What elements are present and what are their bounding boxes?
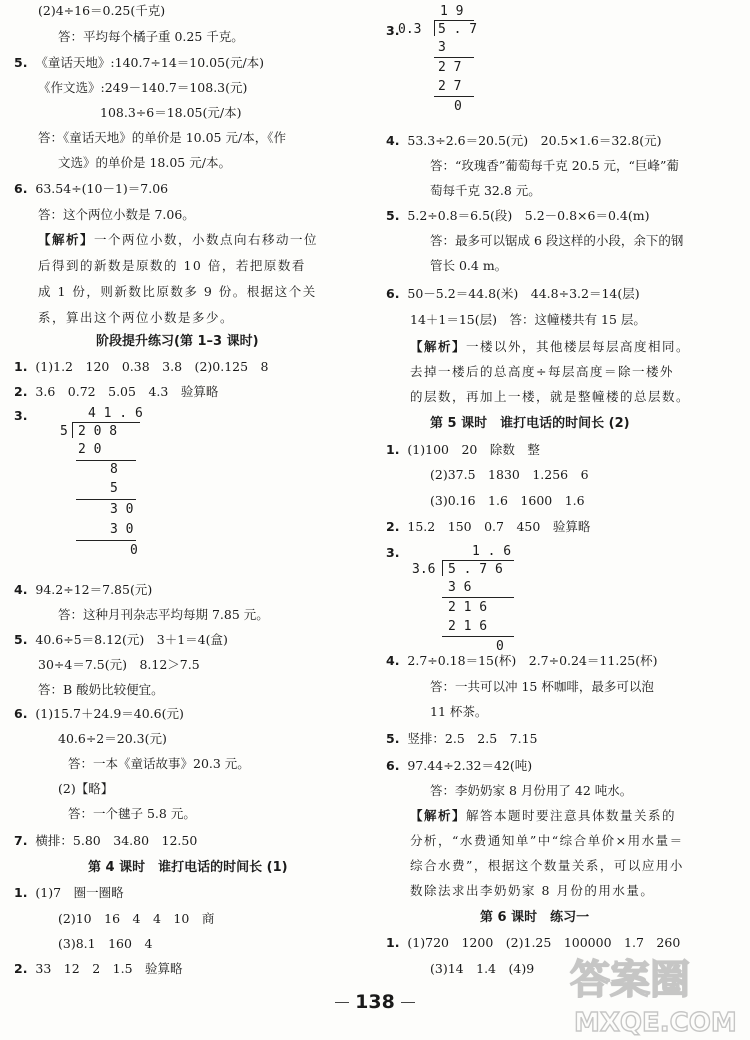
line-text: 答：一个毽子 5.8 元。 <box>68 806 196 821</box>
line-text: 5.2÷0.8＝6.5(段) 5.2－0.8×6＝0.4(m) <box>407 208 650 223</box>
line-text: 15.2 150 0.7 450 验算略 <box>407 519 591 534</box>
divisor: 0.3 <box>398 22 422 37</box>
line-text: (1)15.7＋24.9＝40.6(元) <box>35 706 184 721</box>
line-text: 14＋1＝15(层) 答：这幢楼共有 15 层。 <box>410 312 646 327</box>
answer-line <box>430 257 507 275</box>
line-text: 答：一本《童话故事》20.3 元。 <box>68 756 250 771</box>
step-4: 0 <box>496 639 504 654</box>
line-text: (1)1.2 120 0.38 3.8 (2)0.125 8 <box>35 359 269 374</box>
question-number: 1. <box>14 885 28 900</box>
answer-line <box>430 782 632 800</box>
answer-line <box>14 705 184 723</box>
question-number: 5. <box>14 55 28 70</box>
quotient: 1 . 6 <box>472 544 512 559</box>
answer-line <box>58 780 113 798</box>
answer-line <box>386 544 407 562</box>
answer-line <box>430 492 585 510</box>
answer-line <box>14 884 124 902</box>
answer-line <box>58 935 152 953</box>
dividend: 5 . 7 6 <box>448 562 503 577</box>
analysis-line <box>410 338 690 356</box>
line-text: 系，算出这个两位小数是多少。 <box>38 310 235 325</box>
answer-line <box>410 311 646 329</box>
line-text: 答：《童话天地》的单价是 10.05 元/本，《作 <box>38 130 286 145</box>
analysis-line <box>38 231 318 249</box>
answer-line <box>410 363 674 381</box>
divisor: 3.6 <box>412 562 436 577</box>
answer-line <box>430 678 654 696</box>
step-1: 3 <box>438 40 446 55</box>
line-text: 答：李奶奶家 8 月份用了 42 吨水。 <box>430 783 633 798</box>
answer-line <box>386 652 657 670</box>
question-number: 7. <box>14 833 28 848</box>
answer-line <box>430 232 683 250</box>
section-heading-text: 阶段提升练习(第 1–3 课时) <box>96 334 259 349</box>
quotient: 1 9 <box>440 4 464 19</box>
question-number: 1. <box>386 935 400 950</box>
step-2: 2 1 6 <box>448 600 488 615</box>
question-number: 2. <box>14 384 28 399</box>
answer-line <box>100 104 241 122</box>
line-text: 后得到的新数是原数的 10 倍，若把原数看 <box>38 258 306 273</box>
answer-line <box>14 960 183 978</box>
answer-line <box>410 857 684 875</box>
line-text: 管长 0.4 m。 <box>430 258 508 273</box>
line-text: (3)8.1 160 4 <box>58 936 153 951</box>
answer-line <box>410 388 690 406</box>
answer-line <box>430 466 589 484</box>
line-text: (3)14 1.4 (4)9 <box>430 961 535 976</box>
section-heading <box>88 858 288 877</box>
answer-line <box>58 910 214 928</box>
answer-line <box>14 581 152 599</box>
section-heading-text: 第 5 课时 谁打电话的时间长 (2) <box>430 416 630 431</box>
line-text: 63.54÷(10－1)＝7.06 <box>35 181 169 196</box>
step-4: 3 0 <box>110 502 134 517</box>
divisor: 5 <box>60 424 68 439</box>
line-text: 97.44÷2.32＝42(吨) <box>407 758 533 773</box>
step-1: 2 0 <box>78 442 102 457</box>
answer-line <box>38 681 164 699</box>
question-number: 4. <box>14 582 28 597</box>
analysis-label: 【解析】 <box>410 339 467 354</box>
line-text: 40.6÷2＝20.3(元) <box>58 731 167 746</box>
section-heading <box>430 414 630 433</box>
line-text: 一个两位小数，小数点向右移动一位 <box>94 232 319 247</box>
question-number: 3. <box>386 23 400 38</box>
answer-line <box>386 757 532 775</box>
line-text: 40.6÷5＝8.12(元) 3＋1＝4(盒) <box>35 632 228 647</box>
answer-line <box>386 285 640 303</box>
line-text: 3.6 0.72 5.05 4.3 验算略 <box>35 384 219 399</box>
answer-line <box>386 132 661 150</box>
line-text: 解答本题时要注意具体数量关系的 <box>466 808 677 823</box>
line-text: (1)100 20 除数 整 <box>407 442 540 457</box>
watermark-glyphs: 答案圈 <box>570 957 690 1003</box>
answer-line <box>430 960 534 978</box>
answer-line <box>38 656 200 674</box>
answer-line <box>14 54 264 72</box>
line-text: 横排：5.80 34.80 12.50 <box>35 833 198 848</box>
answer-line <box>68 805 196 823</box>
answer-line <box>38 2 165 20</box>
line-text: 文选》的单价是 18.05 元/本。 <box>58 155 231 170</box>
line-text: (2)【略】 <box>58 781 114 796</box>
line-text: 答：最多可以锯成 6 段这样的小段，余下的钢 <box>430 233 684 248</box>
line-text: 33 12 2 1.5 验算略 <box>35 961 183 976</box>
line-text: 30÷4＝7.5(元) 8.12＞7.5 <box>38 657 200 672</box>
line-text: 综合水费”，根据这个数量关系，可以应用小 <box>410 858 684 873</box>
answer-line <box>430 157 679 175</box>
line-text: 50－5.2＝44.8(米) 44.8÷3.2＝14(层) <box>407 286 640 301</box>
line-text: 答：“玫瑰香”葡萄每千克 20.5 元，“巨峰”葡 <box>430 158 679 173</box>
question-number: 1. <box>386 442 400 457</box>
answer-line <box>38 257 306 275</box>
answer-line <box>430 703 487 721</box>
answer-line <box>430 182 541 200</box>
answer-line <box>14 358 269 376</box>
step-3: 2 1 6 <box>448 619 488 634</box>
answer-line <box>38 79 247 97</box>
answer-line <box>14 407 35 425</box>
step-4: 0 <box>454 99 462 114</box>
question-number: 2. <box>386 519 400 534</box>
line-text: 《童话天地》:140.7÷14＝10.05(元/本) <box>35 55 265 70</box>
question-number: 6. <box>386 758 400 773</box>
answer-line <box>38 129 286 147</box>
answer-line <box>38 309 234 327</box>
line-text: 去掉一楼后的总高度÷每层高度＝除一楼外 <box>410 364 674 379</box>
line-text: 答：平均每个橘子重 0.25 千克。 <box>58 29 244 44</box>
section-heading-text: 第 6 课时 练习一 <box>480 910 590 925</box>
watermark-text: MXQE.COM <box>574 1008 737 1037</box>
step-2: 8 <box>110 462 118 477</box>
watermark-logo <box>566 945 746 1037</box>
line-text: 一楼以外，其他楼层每层高度相同。 <box>466 339 691 354</box>
line-text: 答：B 酸奶比较便宜。 <box>38 682 164 697</box>
line-text: 答：这个两位小数是 7.06。 <box>38 207 195 222</box>
answer-line <box>386 441 540 459</box>
question-number: 6. <box>386 286 400 301</box>
line-text: 2.7÷0.18＝15(杯) 2.7÷0.24＝11.25(杯) <box>407 653 658 668</box>
answer-line <box>14 832 197 850</box>
line-text: 成 1 份，则新数比原数多 9 份。根据这个关 <box>38 284 317 299</box>
line-text: 11 杯茶。 <box>430 704 488 719</box>
question-number: 4. <box>386 653 400 668</box>
question-number: 5. <box>386 731 400 746</box>
question-number: 1. <box>14 359 28 374</box>
quotient: 4 1 . 6 <box>88 406 143 421</box>
answer-line <box>58 154 231 172</box>
line-text: 94.2÷12＝7.85(元) <box>35 582 153 597</box>
line-text: 的层数，再加上一楼，就是整幢楼的总层数。 <box>410 389 691 404</box>
question-number: 3. <box>386 545 400 560</box>
line-text: (1)7 圈一圈略 <box>35 885 124 900</box>
section-heading <box>96 332 259 351</box>
question-number: 5. <box>14 632 28 647</box>
answer-line <box>38 283 317 301</box>
step-2: 2 7 <box>438 60 462 75</box>
answer-line <box>14 180 168 198</box>
question-number: 3. <box>14 408 28 423</box>
answer-line <box>58 606 269 624</box>
answer-line <box>14 631 228 649</box>
answer-line <box>58 28 244 46</box>
answer-line <box>386 730 538 748</box>
answer-line <box>386 518 590 536</box>
answer-line <box>58 730 167 748</box>
line-text: (2)4÷16＝0.25(千克) <box>38 3 166 18</box>
line-text: 萄每千克 32.8 元。 <box>430 183 541 198</box>
step-6: 0 <box>130 543 138 558</box>
answer-line <box>410 832 684 850</box>
question-number: 4. <box>386 133 400 148</box>
line-text: 分析，“水费通知单”中“综合单价×用水量＝ <box>410 833 684 848</box>
analysis-label: 【解析】 <box>38 232 95 247</box>
question-number: 6. <box>14 706 28 721</box>
line-text: 53.3÷2.6＝20.5(元) 20.5×1.6＝32.8(元) <box>407 133 662 148</box>
question-number: 2. <box>14 961 28 976</box>
line-text: (3)0.16 1.6 1600 1.6 <box>430 493 585 508</box>
answer-line <box>38 206 195 224</box>
answer-line <box>14 383 218 401</box>
step-1: 3 6 <box>448 580 472 595</box>
line-text: 竖排：2.5 2.5̇ 7.15 <box>407 731 538 746</box>
line-text: 数除法求出李奶奶家 8 月份的用水量。 <box>410 883 655 898</box>
answer-line <box>410 882 654 900</box>
answer-line <box>68 755 250 773</box>
dividend: 2 0 8 <box>78 424 118 439</box>
line-text: 《作文选》:249－140.7＝108.3(元) <box>38 80 248 95</box>
line-text: 答：一共可以冲 15 杯咖啡，最多可以泡 <box>430 679 654 694</box>
dividend: 5 . 7 <box>438 22 478 37</box>
section-heading-text: 第 4 课时 谁打电话的时间长 (1) <box>88 860 288 875</box>
line-text: (2)10 16 4 4 10 商 <box>58 911 215 926</box>
step-5: 3 0 <box>110 522 134 537</box>
line-text: 108.3÷6＝18.05(元/本) <box>100 105 242 120</box>
question-number: 5. <box>386 208 400 223</box>
section-heading <box>480 908 589 927</box>
line-text: (2)37.5 1830 1.256 6 <box>430 467 589 482</box>
line-text: 答：这种月刊杂志平均每期 7.85 元。 <box>58 607 269 622</box>
answer-line <box>386 207 649 225</box>
line-text: (1)720 1200 (2)1.25 100000 1.7 260 <box>407 935 681 950</box>
analysis-label: 【解析】 <box>410 808 467 823</box>
watermark-graphic <box>566 945 746 1037</box>
analysis-line <box>410 807 676 825</box>
step-3: 5 <box>110 481 118 496</box>
page-number: 138 <box>320 991 430 1013</box>
step-3: 2 7 <box>438 79 462 94</box>
question-number: 6. <box>14 181 28 196</box>
